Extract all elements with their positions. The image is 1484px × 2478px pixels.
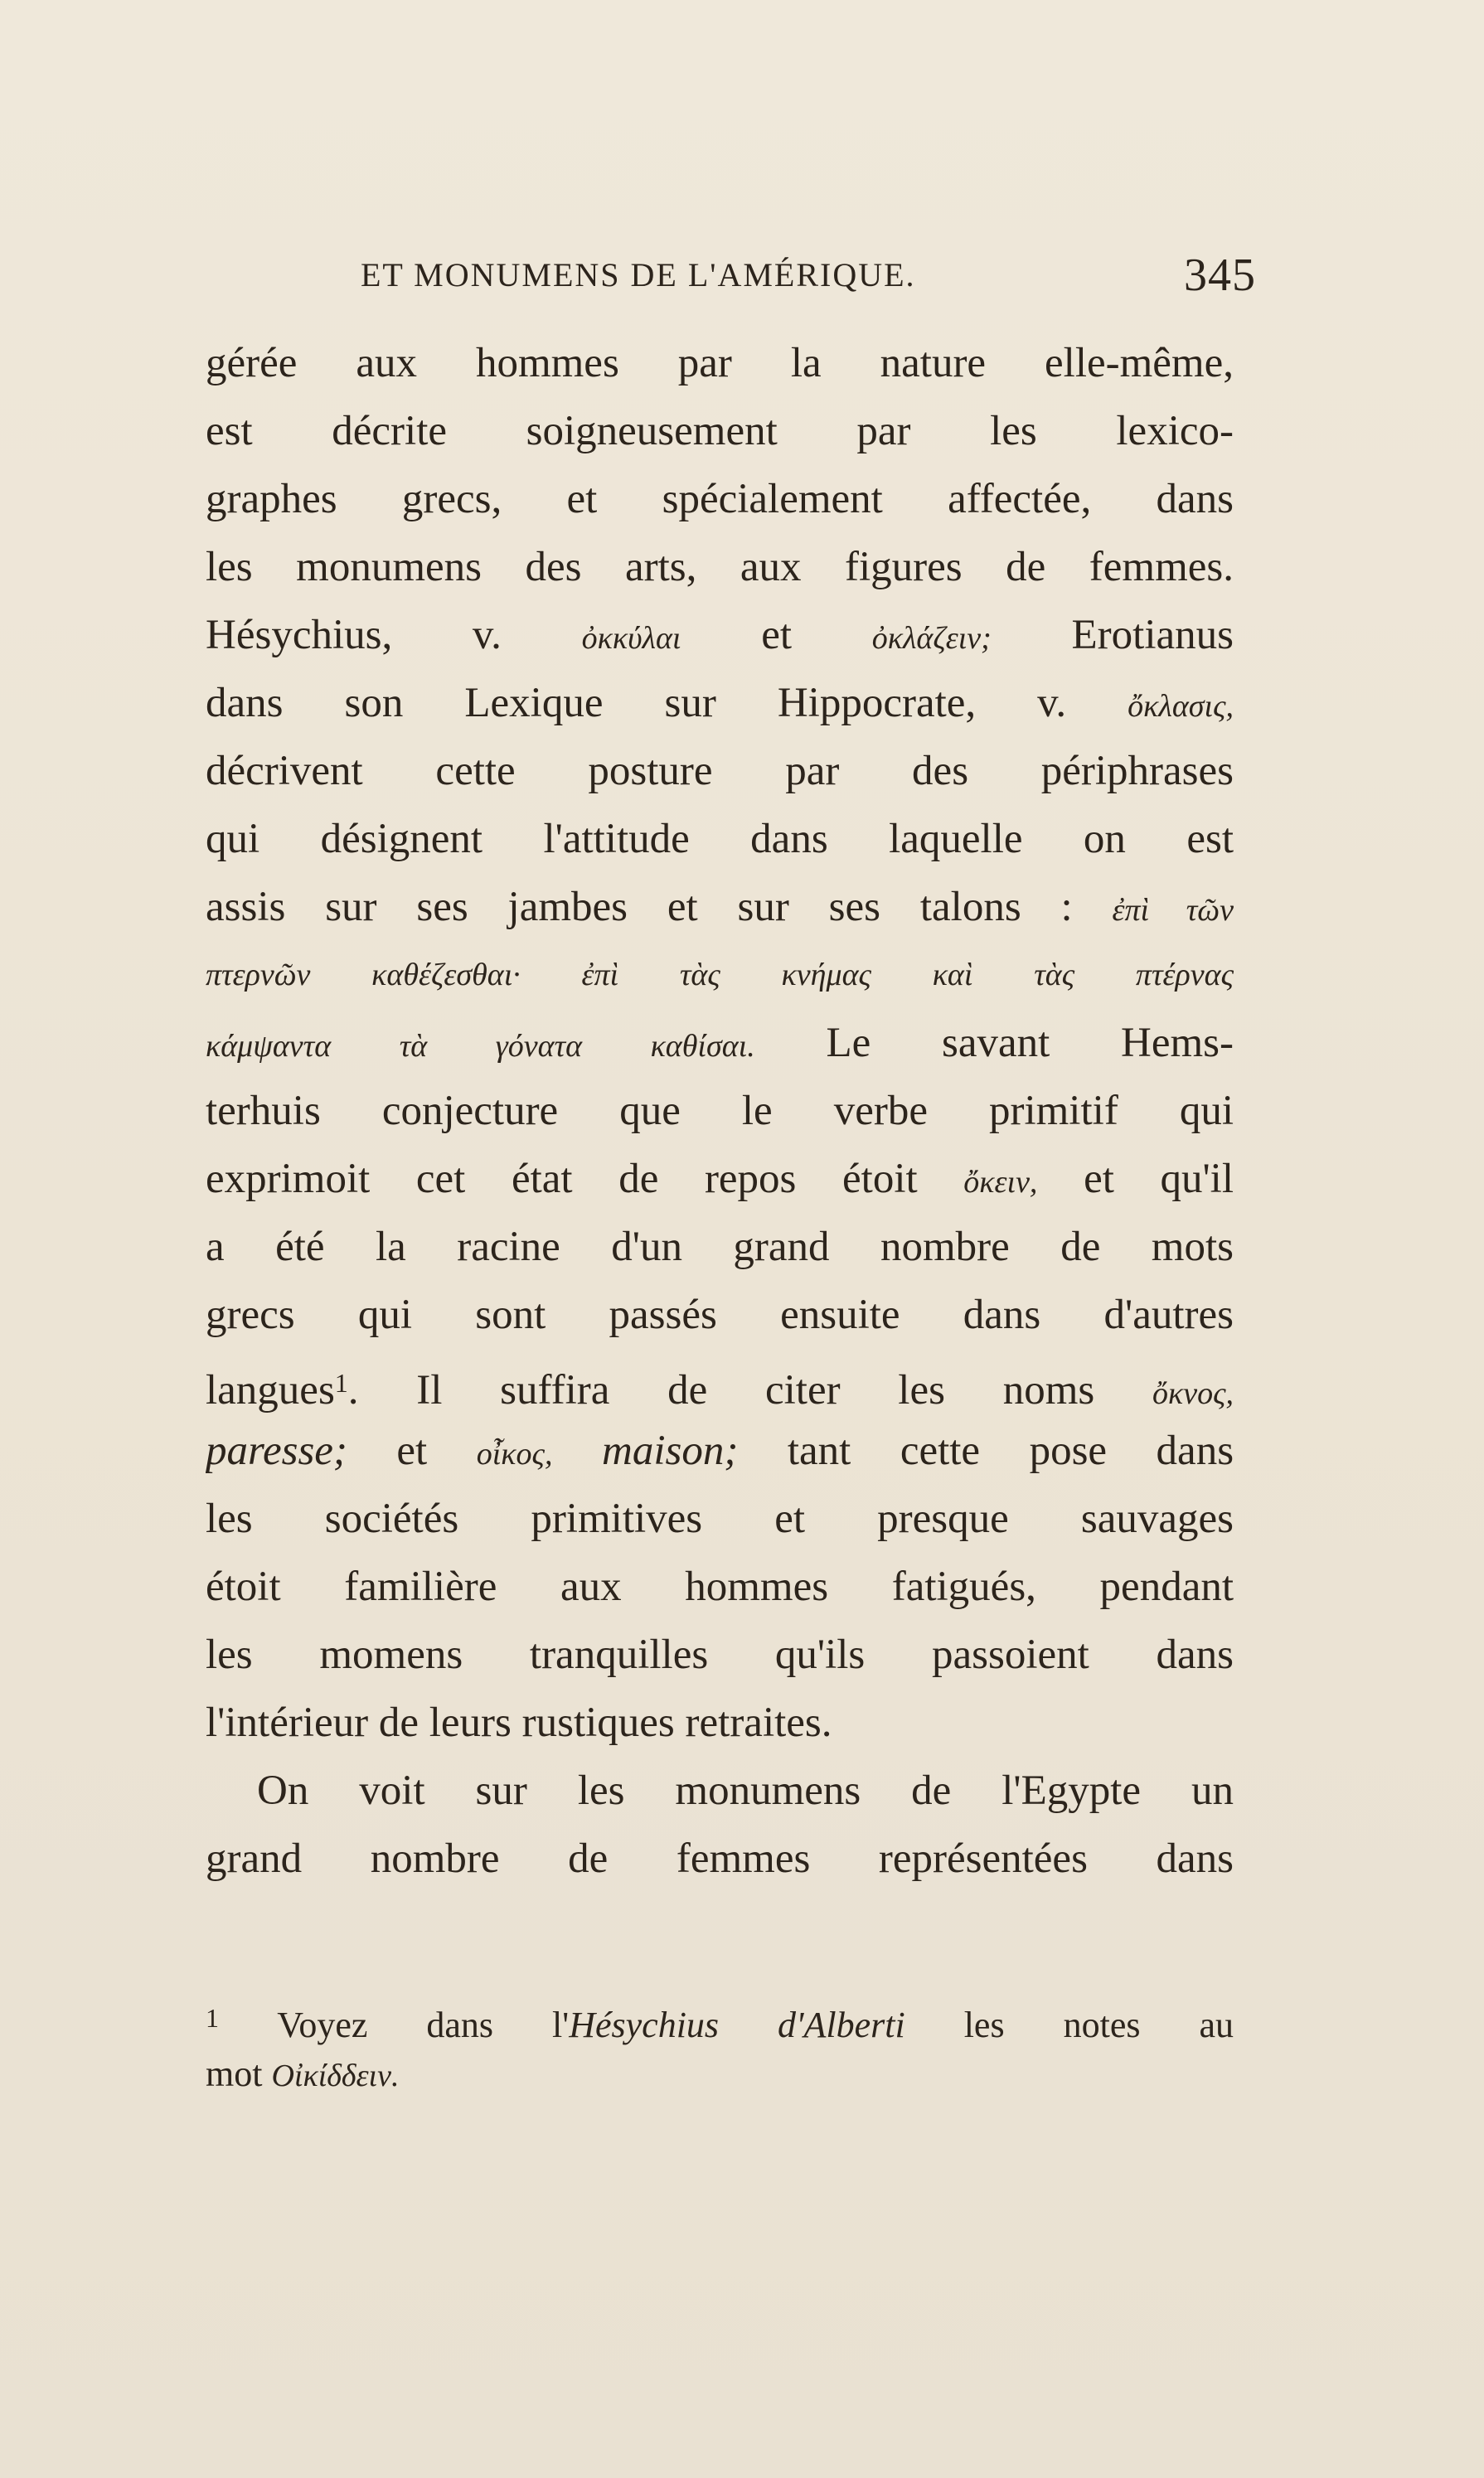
text-run: exprimoit cet état de repos étoit [206,1156,918,1202]
greek-quote: κάμψαντα τὰ γόνατα καθίσαι. [206,1029,755,1064]
text-run: Voyez dans l' [277,2005,570,2045]
text-run: Le savant Hems- [826,1020,1234,1066]
italic-term: maison; [601,1428,739,1474]
text-run: Erotianus [1071,612,1234,658]
page-header [361,249,1256,315]
text-line [206,1009,1234,1077]
text-line [206,873,1234,941]
text-line [206,1145,1234,1213]
text-line: qui désignent l'attitude dans laquelle on est [206,816,1234,862]
greek-term: ὄκειν, [963,1165,1038,1200]
greek-term: ὀκκύλαι [581,621,681,656]
text-run: les notes au [963,2005,1234,2045]
greek-term: οἶκος, [476,1437,553,1472]
text-line: graphes grecs, et spécialement affectée, dans [206,476,1234,522]
footnote [206,1990,1234,2102]
text-run: dans son Lexique sur Hippocrate, v. [206,680,1067,726]
text-line: est décrite soigneusement par les lexico- [206,408,1234,454]
greek-term: ὄκλασις, [1128,689,1234,724]
text-run: tant cette pose dans [787,1428,1234,1474]
greek-term: Οἰκίδδειν. [271,2059,400,2093]
greek-term: ὀκλάζειν; [871,621,992,656]
italic-term: Hésychius d'Alberti [569,2005,905,2045]
text-run: et qu'il [1084,1156,1234,1202]
text-line: gérée aux hommes par la nature elle-même, [206,340,1234,386]
text-run: Hésychius, v. [206,612,502,658]
text-run: et [761,612,793,658]
greek-quote: ἐπὶ τῶν [1112,893,1234,928]
text-line [206,601,1234,669]
text-line: les momens tranquilles qu'ils passoient dans [206,1632,1234,1678]
footnote-mark: 1 [206,2003,219,2033]
italic-term: paresse; [206,1428,347,1474]
footnote-line [206,1990,1234,2046]
text-line: grand nombre de femmes représentées dans [206,1835,1234,1882]
text-run: langues [206,1367,335,1414]
text-line: grecs qui sont passés ensuite dans d'autres [206,1292,1234,1338]
greek-quote-line: πτερνῶν καθέζεσθαι· ἐπὶ τὰς κνήμας καὶ τὰς πτέρνας [206,958,1234,992]
text-line [206,1349,1234,1417]
footnote-reference: 1 [334,1368,348,1398]
text-run: mot [206,2054,263,2094]
running-head: ET MONUMENS DE L'AMÉRIQUE. [361,256,916,293]
text-line [206,1417,1234,1485]
footnote-line [206,2046,1234,2102]
text-line [206,669,1234,737]
text-line: les sociétés primitives et presque sauvages [206,1496,1234,1542]
body-text [206,329,1234,1893]
text-line: terhuis conjecture que le verbe primitif qui [206,1088,1234,1134]
text-line: étoit familière aux hommes fatigués, pendant [206,1564,1234,1610]
text-line: l'intérieur de leurs rustiques retraites. [206,1700,832,1746]
text-line: On voit sur les monumens de l'Egypte un [257,1768,1234,1814]
page-number: 345 [1184,250,1256,301]
greek-term: ὄκνος, [1152,1376,1234,1411]
text-run: assis sur ses jambes et sur ses talons : [206,884,1073,930]
text-line: décrivent cette posture par des périphrases [206,748,1234,794]
text-line: les monumens des arts, aux figures de femmes. [206,544,1234,590]
text-line: a été la racine d'un grand nombre de mots [206,1224,1234,1270]
text-run: . Il suffira de citer les noms [347,1367,1095,1414]
text-run: et [396,1428,428,1474]
